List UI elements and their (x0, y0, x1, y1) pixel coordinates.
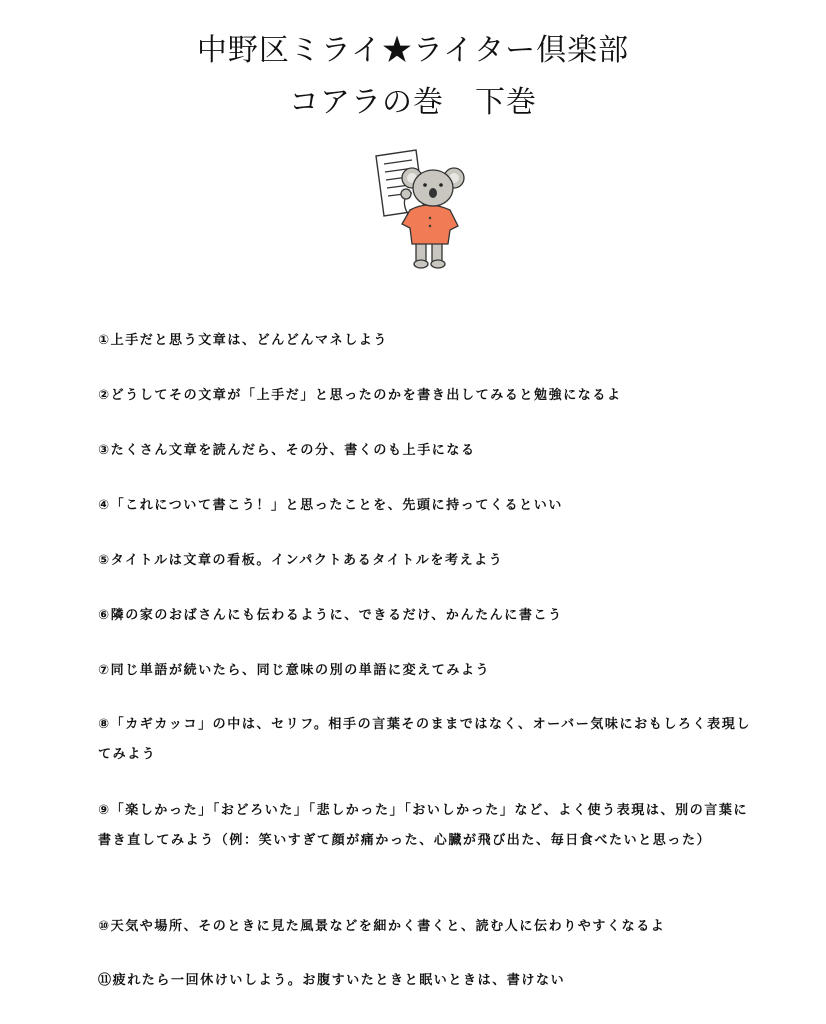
tip-item: ⑤タイトルは文章の看板。インパクトあるタイトルを考えよう (98, 553, 504, 568)
tip-item: ②どうしてその文章が「上手だ」と思ったのかを書き出してみると勉強になるよ (98, 388, 622, 403)
koala-holding-paper-icon (372, 148, 468, 270)
tip-item: ⑪疲れたら一回休けいしよう。お腹すいたときと眠いときは、書けない (98, 973, 566, 988)
tip-item: ⑧「カギカッコ」の中は、セリフ。相手の言葉そのままではなく、オーバー気味におもしろく表現してみよう (98, 717, 751, 762)
tip-item: ⑦同じ単語が続いたら、同じ意味の別の単語に変えてみよう (98, 663, 491, 678)
tip-item: ①上手だと思う文章は、どんどんマネしよう (98, 333, 389, 348)
tip-item: ③たくさん文章を読んだら、その分、書くのも上手になる (98, 443, 476, 458)
tip-item: ⑩天気や場所、そのときに見た風景などを細かく書くと、読む人に伝わりやすくなるよ (98, 919, 666, 934)
page-title: 中野区ミライ★ライター倶楽部 (196, 33, 630, 68)
tip-item: ⑥隣の家のおばさんにも伝わるように、できるだけ、かんたんに書こう (98, 608, 563, 623)
tip-item: ⑨「楽しかった」「おどろいた」「悲しかった」「おいしかった」など、よく使う表現は、別の言葉に書き直してみよう（例：笑いすぎて顔が痛かった、心臓が飛び出た、毎日食べたいと思った） (98, 803, 749, 848)
tip-item: ④「これについて書こう！」と思ったことを、先頭に持ってくるといい (98, 498, 563, 513)
page-subtitle: コアラの巻 下巻 (289, 85, 537, 120)
